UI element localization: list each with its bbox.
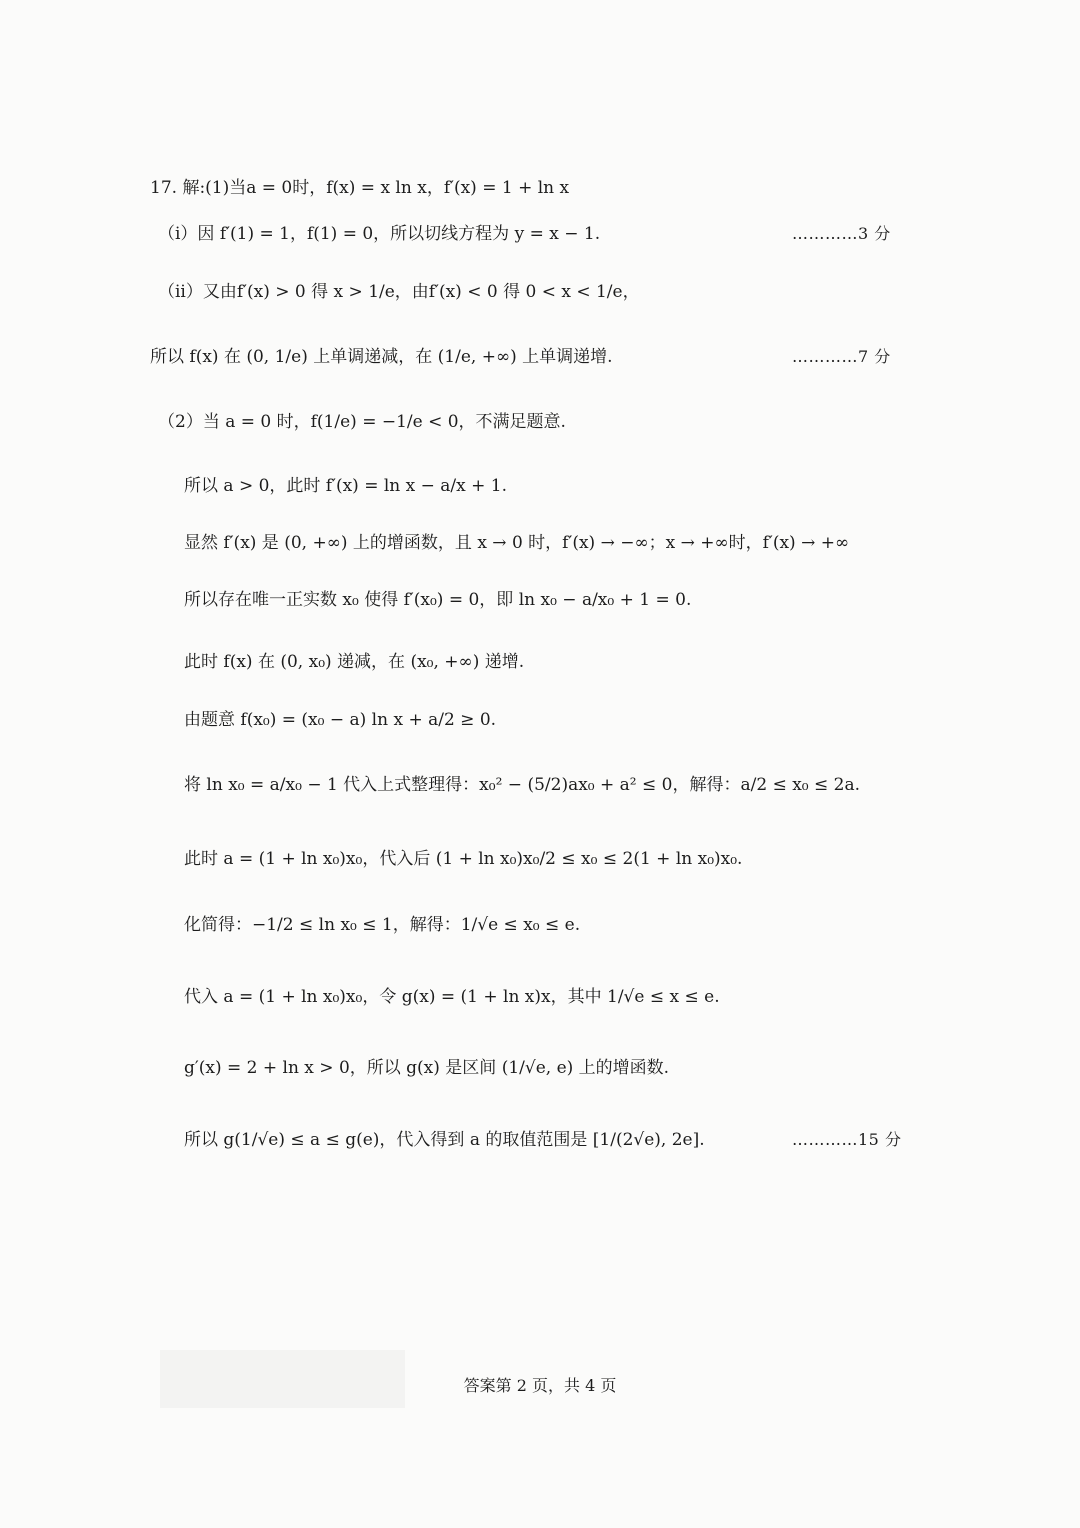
part2-intro-line: （2）当 a = 0 时，f(1/e) = −1/e < 0，不满足题意.: [158, 412, 566, 432]
part-i-line: （i）因 f′(1) = 1，f(1) = 0，所以切线方程为 y = x − 1.: [158, 224, 601, 244]
final-score: …………15 分: [792, 1130, 902, 1149]
page-footer: 答案第 2 页，共 4 页: [463, 1376, 617, 1395]
step-line-6: 将 ln x₀ = a/x₀ − 1 代入上式整理得：x₀² − (5/2)ax₀ + a² ≤ 0，解得：a/2 ≤ x₀ ≤ 2a.: [184, 775, 861, 795]
part-ii-line: （ii）又由f′(x) > 0 得 x > 1/e，由f′(x) < 0 得 0 < x < 1/e，: [158, 282, 640, 302]
step-line-11: 所以 g(1/√e) ≤ a ≤ g(e)，代入得到 a 的取值范围是 [1/(2√e), 2e].: [184, 1130, 705, 1150]
step-line-3: 所以存在唯一正实数 x₀ 使得 f′(x₀) = 0，即 ln x₀ − a/x₀ + 1 = 0.: [184, 590, 692, 610]
monotonic-score: …………7 分: [792, 347, 891, 366]
step-line-7: 此时 a = (1 + ln x₀)x₀，代入后 (1 + ln x₀)x₀/2 ≤ x₀ ≤ 2(1 + ln x₀)x₀.: [184, 849, 743, 869]
step-line-10: g′(x) = 2 + ln x > 0，所以 g(x) 是区间 (1/√e, e) 上的增函数.: [184, 1058, 670, 1078]
step-line-5: 由题意 f(x₀) = (x₀ − a) ln x + a/2 ≥ 0.: [184, 710, 497, 730]
step-line-8: 化简得：−1/2 ≤ ln x₀ ≤ 1，解得：1/√e ≤ x₀ ≤ e.: [184, 915, 581, 935]
step-line-4: 此时 f(x) 在 (0, x₀) 递减，在 (x₀, +∞) 递增.: [184, 652, 525, 672]
problem-header: 17. 解:(1)当a = 0时，f(x) = x ln x，f′(x) = 1 + ln x: [150, 178, 570, 198]
step-line-2: 显然 f′(x) 是 (0, +∞) 上的增函数，且 x → 0 时，f′(x) → −∞；x → +∞时，f′(x) → +∞: [184, 533, 850, 553]
step-line-9: 代入 a = (1 + ln x₀)x₀，令 g(x) = (1 + ln x)x，其中 1/√e ≤ x ≤ e.: [184, 987, 720, 1007]
part-i-score: …………3 分: [792, 224, 891, 243]
monotonic-line: 所以 f(x) 在 (0, 1/e) 上单调递减，在 (1/e, +∞) 上单调递增.: [150, 347, 613, 367]
step-line-1: 所以 a > 0，此时 f′(x) = ln x − a/x + 1.: [184, 476, 508, 496]
